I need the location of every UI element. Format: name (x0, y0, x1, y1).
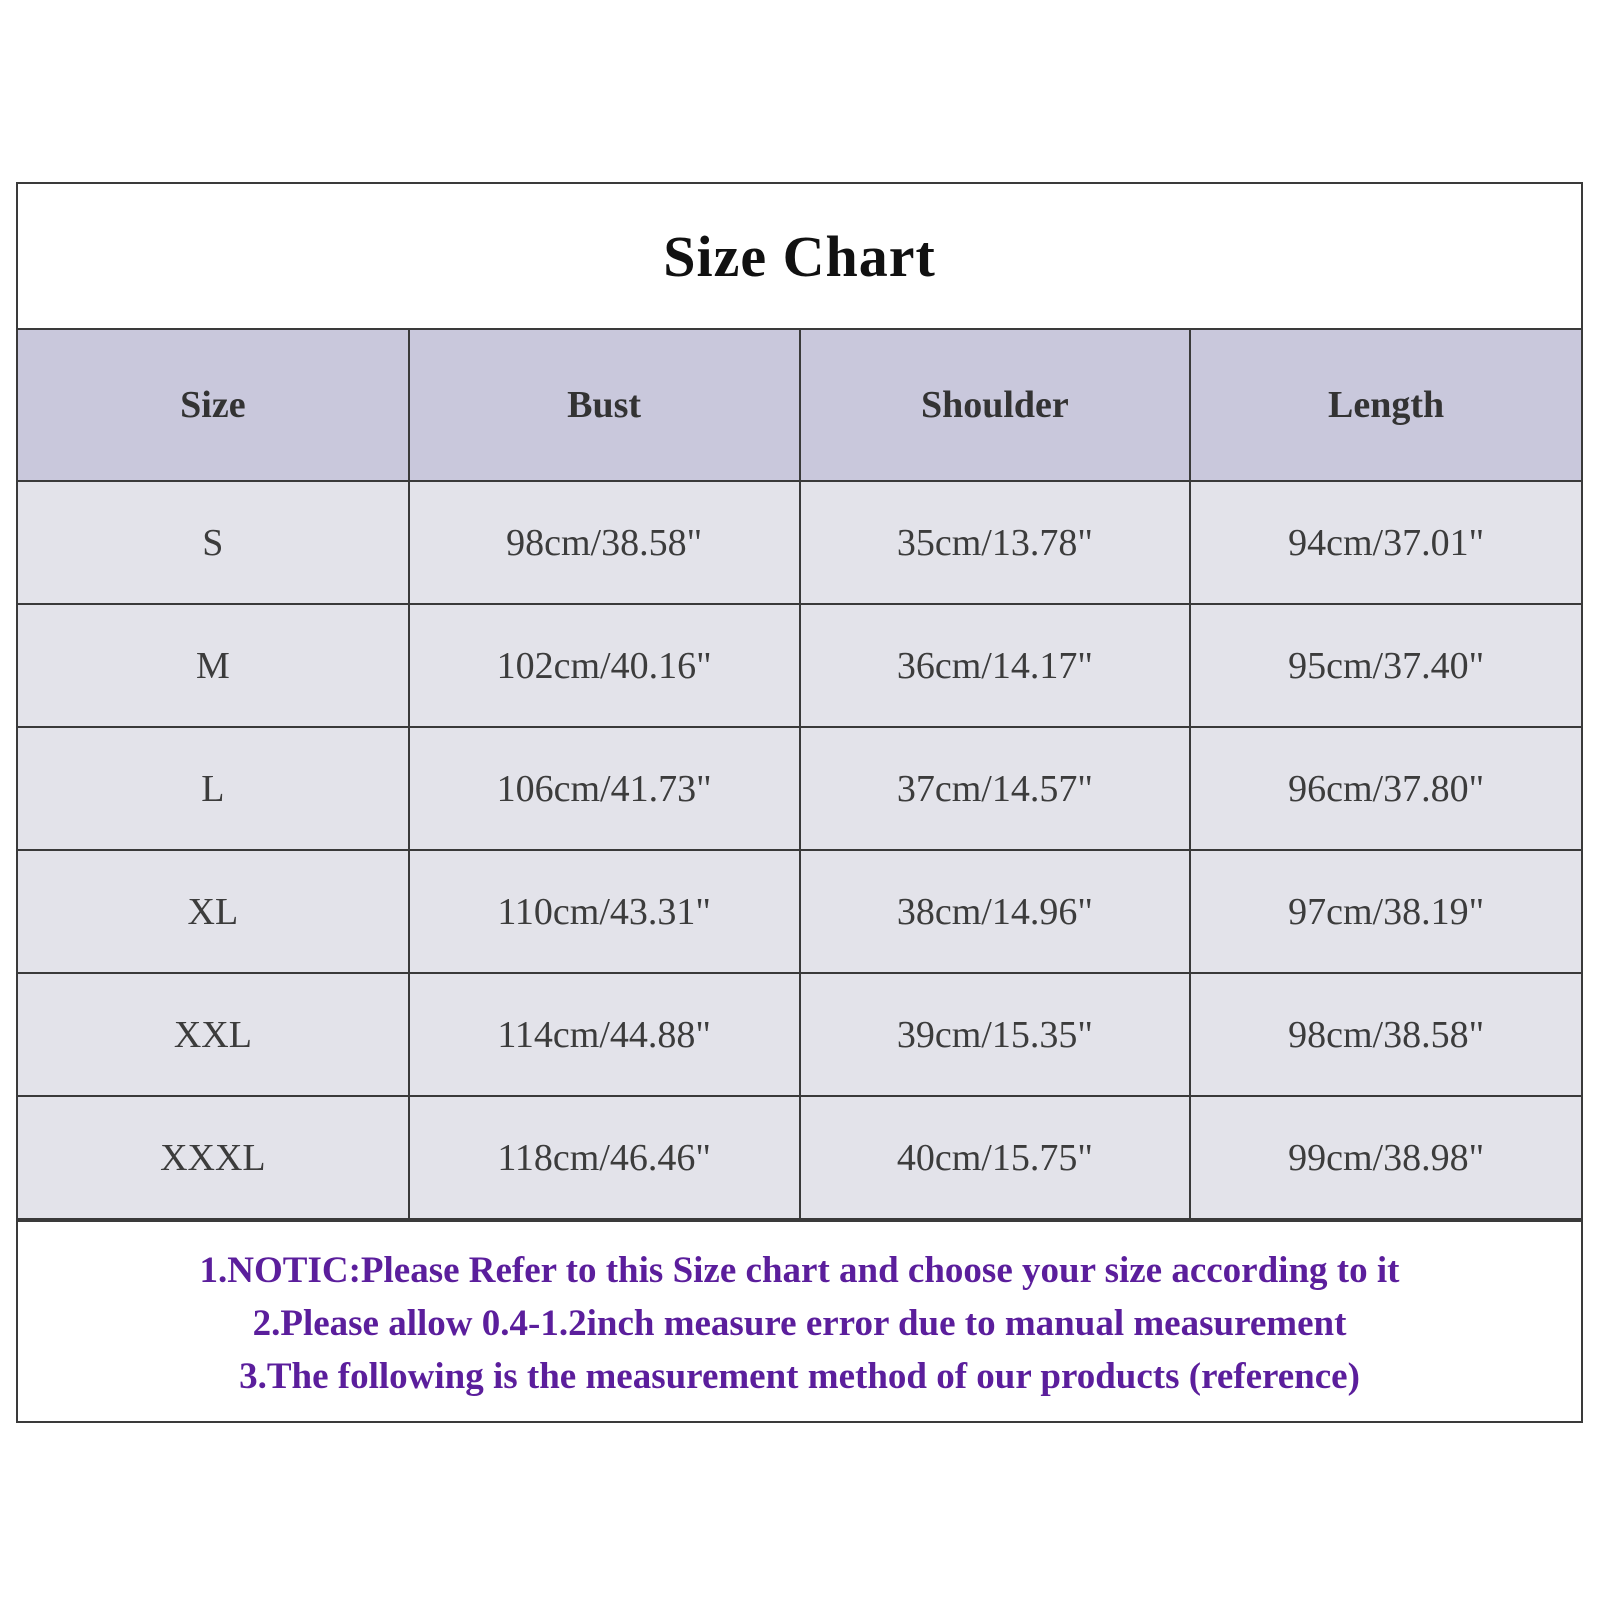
bust-cell: 110cm/43.31" (409, 850, 800, 973)
length-cell: 97cm/38.19" (1190, 850, 1581, 973)
size-table (18, 330, 1581, 1220)
size-cell: M (18, 604, 409, 727)
shoulder-cell: 35cm/13.78" (800, 481, 1191, 604)
bust-cell: 106cm/41.73" (409, 727, 800, 850)
note-line-1: 1.NOTIC:Please Refer to this Size chart and choose your size according to it (199, 1250, 1400, 1291)
notes-section (18, 1220, 1581, 1425)
size-cell: XXXL (18, 1096, 409, 1219)
title-bar (18, 184, 1581, 330)
page-title: Size Chart (663, 223, 936, 289)
table-row (18, 1096, 1581, 1219)
note-line-2: 2.Please allow 0.4-1.2inch measure error due to manual measurement (252, 1303, 1347, 1344)
size-cell: S (18, 481, 409, 604)
bust-cell: 114cm/44.88" (409, 973, 800, 1096)
shoulder-cell: 37cm/14.57" (800, 727, 1191, 850)
table-row (18, 727, 1581, 850)
shoulder-cell: 36cm/14.17" (800, 604, 1191, 727)
table-row (18, 850, 1581, 973)
table-row (18, 973, 1581, 1096)
length-cell: 99cm/38.98" (1190, 1096, 1581, 1219)
column-header-shoulder: Shoulder (800, 330, 1191, 481)
note-line-3: 3.The following is the measurement method of our products (reference) (239, 1356, 1360, 1397)
length-cell: 94cm/37.01" (1190, 481, 1581, 604)
length-cell: 98cm/38.58" (1190, 973, 1581, 1096)
shoulder-cell: 39cm/15.35" (800, 973, 1191, 1096)
bust-cell: 118cm/46.46" (409, 1096, 800, 1219)
length-cell: 96cm/37.80" (1190, 727, 1581, 850)
length-cell: 95cm/37.40" (1190, 604, 1581, 727)
column-header-size: Size (18, 330, 409, 481)
bust-cell: 102cm/40.16" (409, 604, 800, 727)
shoulder-cell: 38cm/14.96" (800, 850, 1191, 973)
table-header-row (18, 330, 1581, 481)
table-row (18, 604, 1581, 727)
shoulder-cell: 40cm/15.75" (800, 1096, 1191, 1219)
column-header-length: Length (1190, 330, 1581, 481)
size-cell: XXL (18, 973, 409, 1096)
size-cell: XL (18, 850, 409, 973)
size-cell: L (18, 727, 409, 850)
size-chart-frame (16, 182, 1583, 1423)
column-header-bust: Bust (409, 330, 800, 481)
table-row (18, 481, 1581, 604)
bust-cell: 98cm/38.58" (409, 481, 800, 604)
